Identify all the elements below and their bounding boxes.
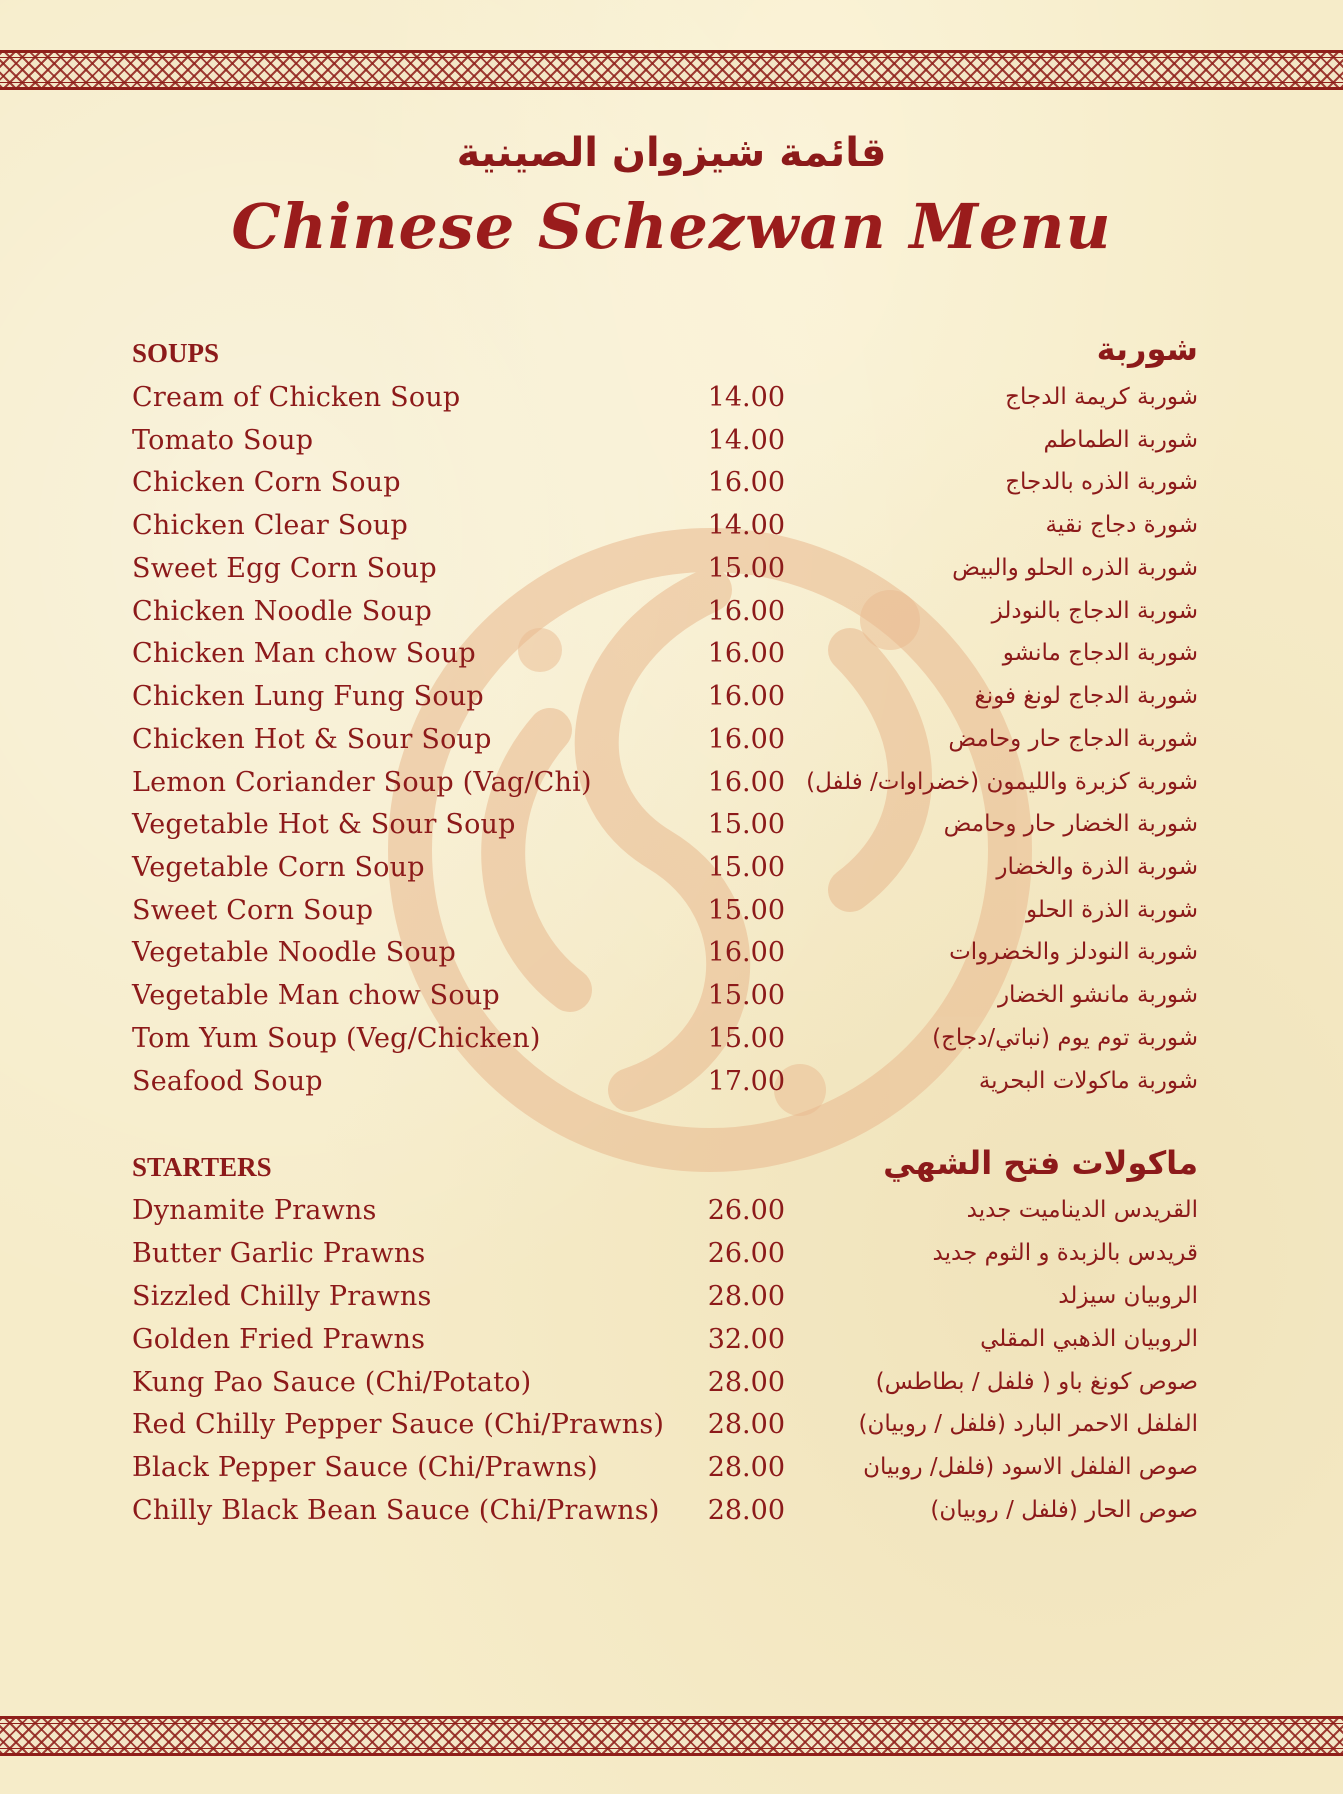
item-name-arabic: شوربة كزبرة والليمون (خضراوات/ فلفل) <box>806 769 1198 795</box>
item-name: Golden Fried Prawns <box>132 1324 426 1355</box>
item-price: 15.00 <box>707 1023 785 1054</box>
item-price: 28.00 <box>707 1281 785 1312</box>
item-name-arabic: الروبيان الذهبي المقلي <box>980 1326 1198 1352</box>
item-name: Chicken Hot & Sour Soup <box>132 724 492 755</box>
menu-item <box>0 1195 1343 1237</box>
top-ornamental-border <box>0 50 1343 90</box>
item-price: 15.00 <box>707 895 785 926</box>
item-name-arabic: الروبيان سيزلد <box>1058 1283 1198 1309</box>
item-name: Butter Garlic Prawns <box>132 1238 426 1269</box>
item-name: Lemon Coriander Soup (Vag/Chi) <box>132 767 592 798</box>
menu-item <box>0 1409 1343 1451</box>
item-price: 14.00 <box>707 425 785 456</box>
item-price: 15.00 <box>707 852 785 883</box>
item-name: Vegetable Corn Soup <box>132 852 425 883</box>
item-name-arabic: شوربة الخضار حار وحامض <box>943 811 1198 837</box>
item-name-arabic: الفلفل الاحمر البارد (فلفل / روبيان) <box>858 1411 1198 1437</box>
item-name: Tom Yum Soup (Veg/Chicken) <box>132 1023 541 1054</box>
menu-item <box>0 1023 1343 1065</box>
item-name: Sizzled Chilly Prawns <box>132 1281 432 1312</box>
item-price: 14.00 <box>707 382 785 413</box>
item-name: Sweet Corn Soup <box>132 895 374 926</box>
menu-item <box>0 638 1343 680</box>
section-heading-starters-arabic: ماكولات فتح الشهي <box>883 1144 1198 1182</box>
item-price: 28.00 <box>707 1495 785 1526</box>
item-name: Vegetable Hot & Sour Soup <box>132 809 516 840</box>
item-price: 26.00 <box>707 1195 785 1226</box>
menu-item <box>0 852 1343 894</box>
item-name-arabic: شوربة مانشو الخضار <box>997 982 1198 1008</box>
menu-item <box>0 724 1343 766</box>
item-name: Chicken Corn Soup <box>132 467 401 498</box>
item-price: 16.00 <box>707 596 785 627</box>
bottom-ornamental-border <box>0 1716 1343 1756</box>
item-name: Chicken Clear Soup <box>132 510 408 541</box>
menu-item <box>0 1238 1343 1280</box>
menu-item <box>0 425 1343 467</box>
item-name-arabic: شوربة النودلز والخضروات <box>949 939 1198 965</box>
menu-item <box>0 510 1343 552</box>
item-name: Seafood Soup <box>132 1066 323 1097</box>
item-name-arabic: شوربة توم يوم (نباتي/دجاج) <box>932 1025 1198 1051</box>
item-name-arabic: شوربة الدجاج بالنودلز <box>991 598 1198 624</box>
item-name: Vegetable Man chow Soup <box>132 980 500 1011</box>
item-name: Sweet Egg Corn Soup <box>132 553 437 584</box>
item-price: 15.00 <box>707 980 785 1011</box>
menu-title-english: Chinese Schezwan Menu <box>231 190 1112 263</box>
item-name-arabic: شورة دجاج نقية <box>1045 512 1198 538</box>
item-name-arabic: صوص الفلفل الاسود (فلفل/ روبيان <box>863 1454 1198 1480</box>
menu-item <box>0 681 1343 723</box>
menu-item <box>0 1281 1343 1323</box>
item-price: 16.00 <box>707 467 785 498</box>
item-name-arabic: شوربة الذرة والخضار <box>996 854 1198 880</box>
item-price: 17.00 <box>707 1066 785 1097</box>
item-price: 16.00 <box>707 681 785 712</box>
menu-item <box>0 553 1343 595</box>
item-price: 32.00 <box>707 1324 785 1355</box>
item-price: 26.00 <box>707 1238 785 1269</box>
item-name-arabic: صوص كونغ باو ( فلفل / بطاطس) <box>875 1369 1198 1395</box>
menu-item <box>0 467 1343 509</box>
section-heading-starters: STARTERS <box>132 1152 272 1182</box>
menu-title-arabic: قائمة شيزوان الصينية <box>456 130 887 176</box>
section-heading-soups: SOUPS <box>132 338 220 368</box>
item-price: 16.00 <box>707 638 785 669</box>
item-name: Chilly Black Bean Sauce (Chi/Prawns) <box>132 1495 660 1526</box>
menu-item <box>0 1367 1343 1409</box>
item-name-arabic: صوص الحار (فلفل / روبيان) <box>930 1497 1198 1523</box>
item-name-arabic: القريدس الديناميت جديد <box>966 1197 1198 1223</box>
item-price: 15.00 <box>707 553 785 584</box>
item-name-arabic: شوربة الذره بالدجاج <box>1005 469 1198 495</box>
item-name: Vegetable Noodle Soup <box>132 937 456 968</box>
item-price: 28.00 <box>707 1409 785 1440</box>
item-price: 16.00 <box>707 767 785 798</box>
item-name-arabic: شوربة الذرة الحلو <box>1026 897 1198 923</box>
item-name: Chicken Noodle Soup <box>132 596 432 627</box>
item-name-arabic: شوربة الدجاج حار وحامض <box>948 726 1198 752</box>
menu-item <box>0 1324 1343 1366</box>
item-name: Kung Pao Sauce (Chi/Potato) <box>132 1367 532 1398</box>
item-name: Chicken Lung Fung Soup <box>132 681 484 712</box>
menu-item <box>0 937 1343 979</box>
item-name-arabic: شوربة كريمة الدجاج <box>1005 384 1198 410</box>
item-name: Tomato Soup <box>132 425 314 456</box>
menu-item <box>0 1066 1343 1108</box>
item-price: 28.00 <box>707 1452 785 1483</box>
item-price: 16.00 <box>707 724 785 755</box>
menu-item <box>0 1452 1343 1494</box>
item-name-arabic: شوربة الدجاج مانشو <box>1002 640 1198 666</box>
menu-item <box>0 809 1343 851</box>
item-name-arabic: شوربة الدجاج لونغ فونغ <box>974 683 1198 709</box>
item-name-arabic: قريدس بالزبدة و الثوم جديد <box>932 1240 1198 1266</box>
item-name-arabic: شوربة الذره الحلو والبيض <box>952 555 1198 581</box>
item-name-arabic: شوربة الطماطم <box>1043 427 1198 453</box>
item-price: 14.00 <box>707 510 785 541</box>
menu-item <box>0 895 1343 937</box>
item-name-arabic: شوربة ماكولات البحرية <box>978 1068 1198 1094</box>
item-price: 28.00 <box>707 1367 785 1398</box>
item-name: Cream of Chicken Soup <box>132 382 461 413</box>
item-name: Chicken Man chow Soup <box>132 638 476 669</box>
item-price: 16.00 <box>707 937 785 968</box>
menu-item <box>0 980 1343 1022</box>
menu-item <box>0 596 1343 638</box>
item-price: 15.00 <box>707 809 785 840</box>
item-name: Red Chilly Pepper Sauce (Chi/Prawns) <box>132 1409 665 1440</box>
menu-item <box>0 767 1343 809</box>
item-name: Dynamite Prawns <box>132 1195 377 1226</box>
menu-item <box>0 1495 1343 1537</box>
section-heading-soups-arabic: شوربة <box>1096 330 1198 368</box>
menu-item <box>0 382 1343 424</box>
item-name: Black Pepper Sauce (Chi/Prawns) <box>132 1452 598 1483</box>
